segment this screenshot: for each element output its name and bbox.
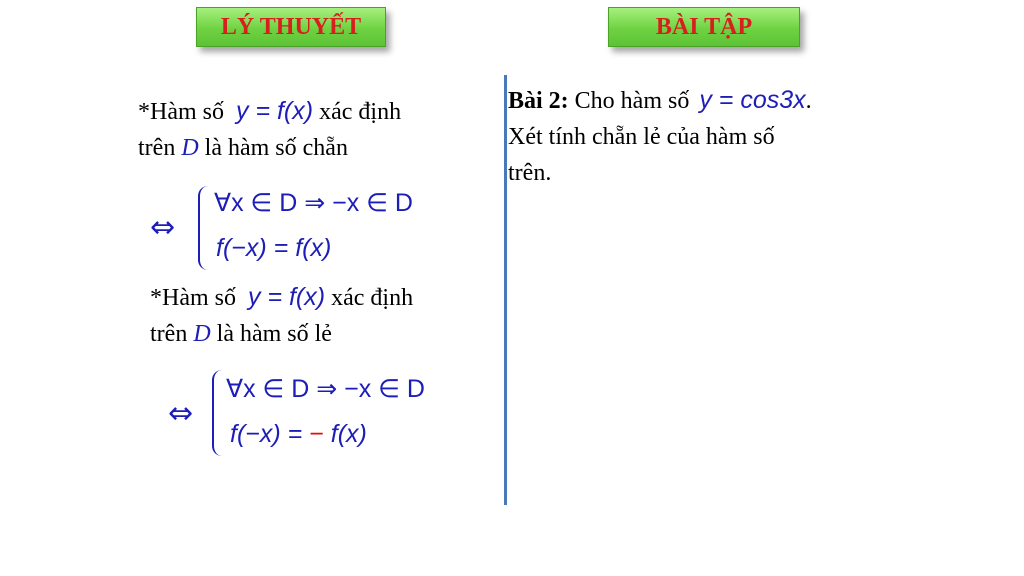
exercise-function: y = cos3x [699,86,806,114]
exercise-question-end: trên. [508,160,552,186]
odd-line2-post: là hàm số lẻ [216,321,332,347]
even-prefix: *Hàm số [138,99,224,125]
odd-suffix: xác định [331,285,414,311]
tab-exercise[interactable]: BÀI TẬP [608,7,800,47]
odd-line2-pre: trên [150,321,188,347]
even-definition [138,93,401,166]
exercise-question: Xét tính chẵn lẻ của hàm số [508,124,775,150]
exercise-label: Bài 2: [508,88,569,114]
odd-function: y = f(x) [248,283,326,311]
equivalence-arrow: ⇔ [168,396,194,431]
equivalence-arrow: ⇔ [150,210,176,245]
left-brace [212,370,224,456]
even-function: y = f(x) [236,97,314,125]
odd-definition [150,279,413,352]
even-suffix: xác định [319,99,402,125]
odd-condition-1: ∀x ∈ D ⇒ −x ∈ D [226,375,425,403]
exercise-text [508,82,812,191]
even-condition-1: ∀x ∈ D ⇒ −x ∈ D [214,189,413,217]
even-line2-post: là hàm số chẵn [204,135,348,161]
minus-sign: − [309,420,324,448]
tab-theory[interactable]: LÝ THUYẾT [196,7,386,47]
left-brace [198,186,210,270]
odd-condition-2: f(−x) = − f(x) [230,420,367,448]
even-condition-2: f(−x) = f(x) [216,234,332,262]
exercise-intro: Cho hàm số [574,88,690,114]
even-line2-pre: trên [138,135,176,161]
column-divider [504,75,507,505]
even-domain: D [181,135,199,161]
odd-domain: D [193,321,211,347]
odd-prefix: *Hàm số [150,285,236,311]
exercise-period: . [805,88,812,114]
